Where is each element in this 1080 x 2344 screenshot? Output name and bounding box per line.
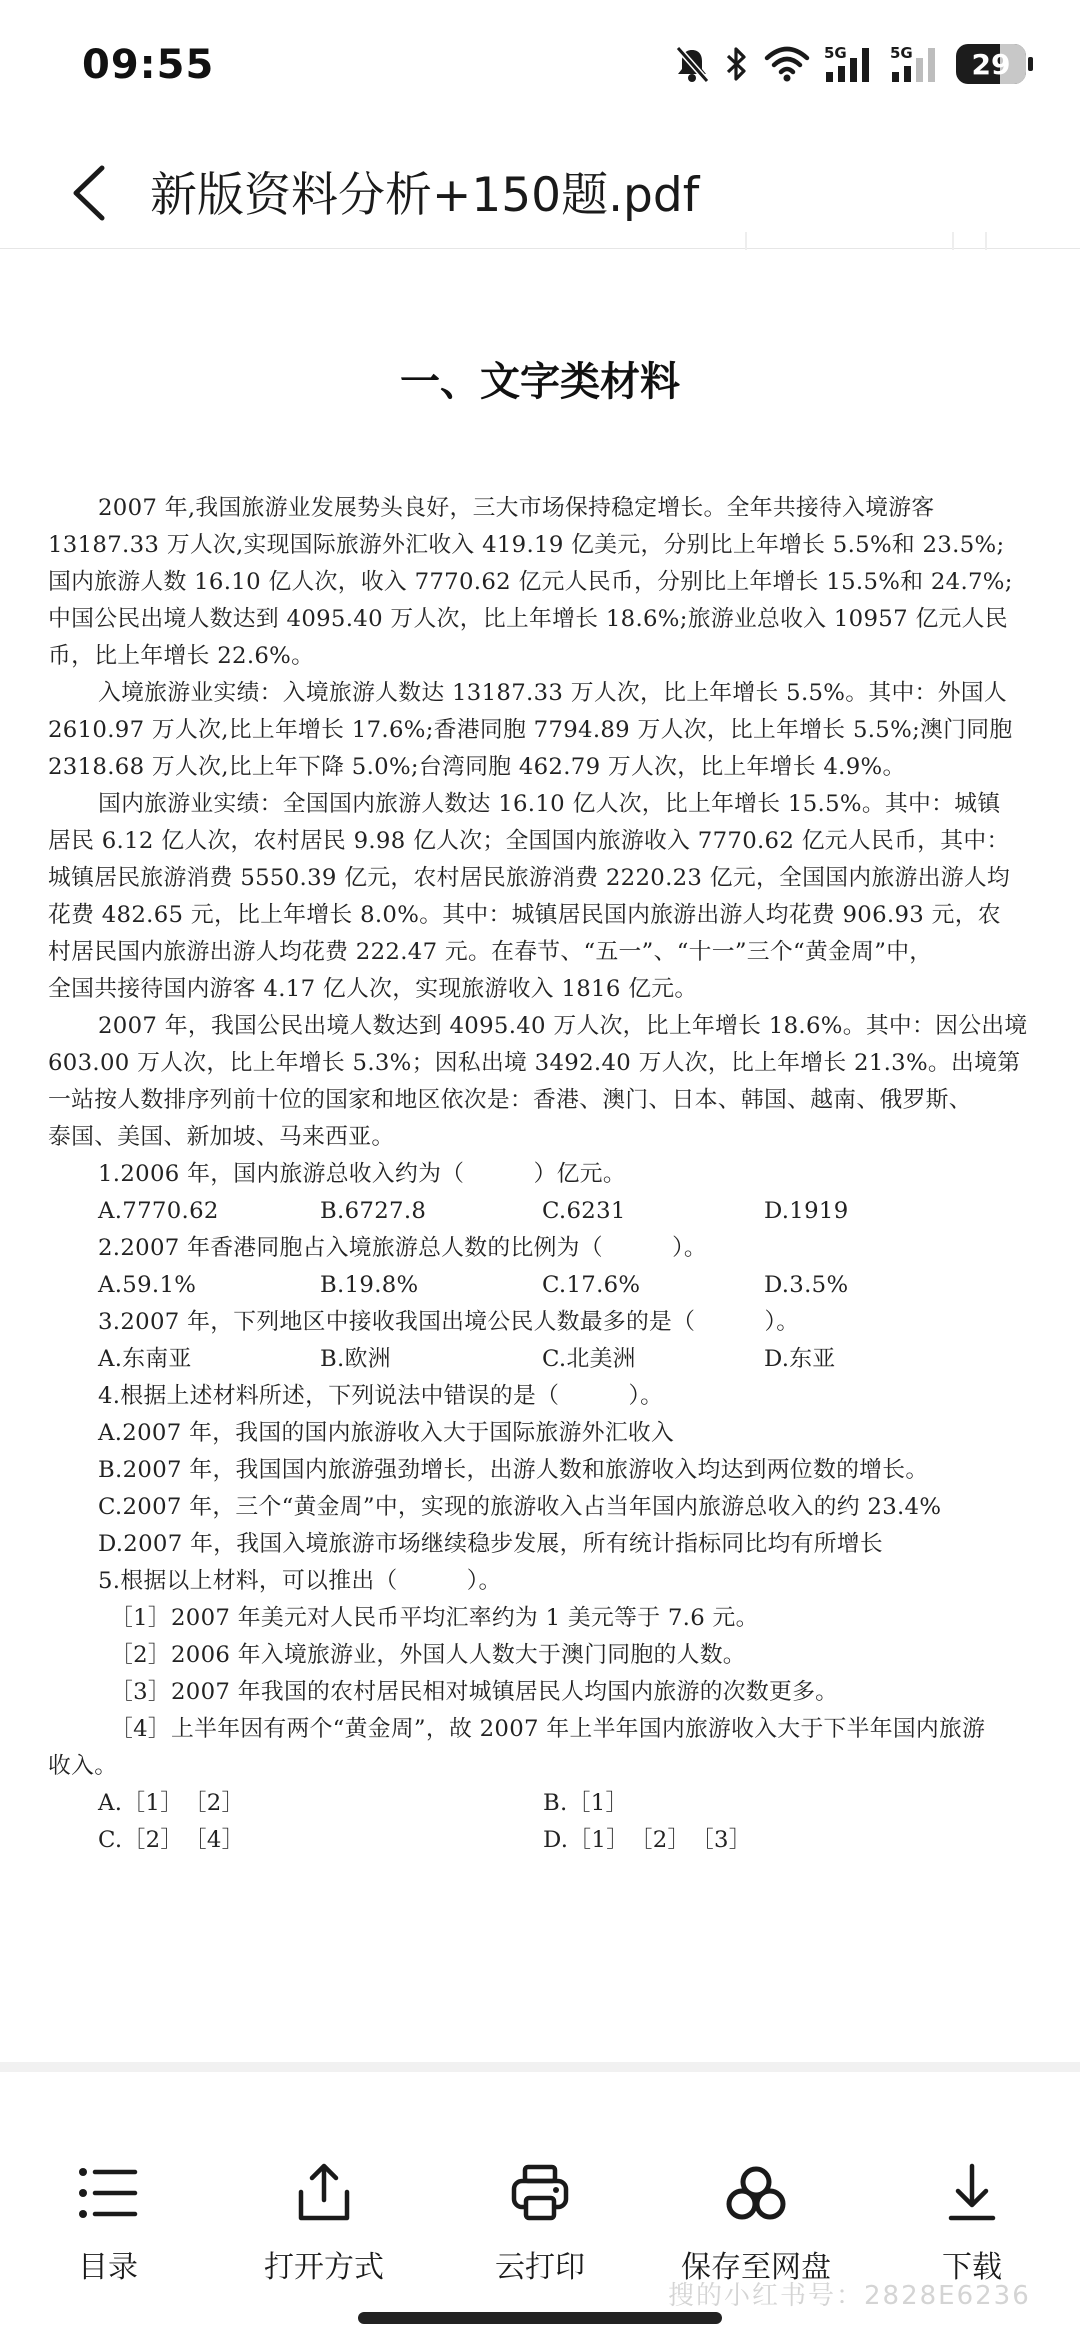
option: D.3.5% (764, 1272, 849, 1298)
open-with-label: 打开方式 (264, 2250, 384, 2285)
text-line: 入境旅游业实绩：入境旅游人数达 13187.33 万人次，比上年增长 5.5%。其中：外国人 (98, 680, 1007, 706)
question-stem: 5.根据以上材料，可以推出（ ）。 (98, 1568, 502, 1594)
option: B.6727.8 (320, 1198, 427, 1224)
chevron-left-icon (62, 160, 122, 226)
text-line: 2318.68 万人次,比上年下降 5.0%;台湾同胞 462.79 万人次，比上年增长 4.9%。 (48, 754, 906, 780)
save-netdisk-button[interactable] (656, 2162, 856, 2286)
statement-line: ［4］上半年因有两个“黄金周”，故 2007 年上半年国内旅游收入大于下半年国内旅游 (110, 1716, 986, 1742)
option: B.19.8% (320, 1272, 419, 1298)
text-line: 泰国、美国、新加坡、马来西亚。 (48, 1124, 395, 1150)
list-icon (77, 2162, 139, 2224)
option: B.欧洲 (320, 1346, 391, 1372)
option: D.［1］ ［2］ ［3］ (543, 1827, 752, 1853)
text-line: 中国公民出境人数达到 4095.40 万人次，比上年增长 18.6%;旅游业总收入 10957 亿元人民 (48, 606, 1008, 632)
option-line: C.2007 年，三个“黄金周”中，实现的旅游收入占当年国内旅游总收入的约 23.4% (98, 1494, 942, 1520)
wifi-icon (764, 44, 810, 84)
option-line: B.2007 年，我国国内旅游强劲增长，出游人数和旅游收入均达到两位数的增长。 (98, 1457, 929, 1483)
page-divider (0, 2062, 1080, 2072)
text-line: 居民 6.12 亿人次，农村居民 9.98 亿人次；全国国内旅游收入 7770.62 亿元人民币，其中： (48, 828, 1010, 854)
statement-line: ［1］2007 年美元对人民币平均汇率约为 1 美元等于 7.6 元。 (110, 1605, 759, 1631)
share-icon (293, 2162, 355, 2224)
watermark: 搜的小红书号：2828E6236 (668, 2281, 1031, 2311)
option-row (48, 1822, 1033, 1859)
text-line: 一站按人数排序列前十位的国家和地区依次是：香港、澳门、日本、韩国、越南、俄罗斯、 (48, 1087, 972, 1113)
status-bar (0, 0, 1080, 140)
download-button[interactable] (872, 2162, 1072, 2286)
svg-text:5G: 5G (824, 44, 847, 62)
option: A.59.1% (98, 1272, 197, 1298)
statement-line: ［2］2006 年入境旅游业，外国人人数大于澳门同胞的人数。 (110, 1642, 746, 1668)
file-title: 新版资料分析+150题.pdf (150, 168, 700, 223)
option: A.东南亚 (98, 1346, 192, 1372)
question-stem: 1.2006 年，国内旅游总收入约为（ ）亿元。 (98, 1161, 626, 1187)
option: C.北美洲 (542, 1346, 636, 1372)
text-line: 603.00 万人次，比上年增长 5.3%；因私出境 3492.40 万人次，比上年增长 21.3%。出境第 (48, 1050, 1021, 1076)
save-netdisk-label: 保存至网盘 (681, 2250, 831, 2285)
catalog-button[interactable] (8, 2162, 208, 2286)
cloud-disk-icon (725, 2162, 787, 2224)
text-line: 13187.33 万人次,实现国际旅游外汇收入 419.19 亿美元，分别比上年增长 5.5%和 23.5%; (48, 532, 1005, 558)
text-line: 全国共接待国内游客 4.17 亿人次，实现旅游收入 1816 亿元。 (48, 976, 698, 1002)
signal-5g-icon (824, 44, 876, 84)
option-row (48, 1267, 1033, 1304)
option: A.7770.62 (98, 1198, 219, 1224)
text-line: 2610.97 万人次,比上年增长 17.6%;香港同胞 7794.89 万人次，比上年增长 5.5%;澳门同胞 (48, 717, 1013, 743)
option: C.［2］ ［4］ (98, 1827, 245, 1853)
pdf-page[interactable] (0, 250, 1080, 2070)
option: C.6231 (542, 1198, 626, 1224)
mute-icon (674, 44, 710, 84)
text-line: 2007 年，我国公民出境人数达到 4095.40 万人次，比上年增长 18.6%。其中：因公出境 (98, 1013, 1028, 1039)
download-label: 下载 (942, 2250, 1002, 2285)
option: D.1919 (764, 1198, 849, 1224)
option-row (48, 1785, 1033, 1822)
option-row (48, 1341, 1033, 1378)
statement-line: ［3］2007 年我国的农村居民相对城镇居民人均国内旅游的次数更多。 (110, 1679, 839, 1705)
question-stem: 3.2007 年，下列地区中接收我国出境公民人数最多的是（ ）。 (98, 1309, 800, 1335)
cloud-print-button[interactable] (440, 2162, 640, 2286)
catalog-label: 目录 (78, 2250, 138, 2285)
text-line: 币，比上年增长 22.6%。 (48, 643, 315, 669)
text-line: 村居民国内旅游出游人均花费 222.47 元。在春节、“五一”、“十一”三个“黄金周”中， (48, 939, 933, 965)
statement-line: 收入。 (48, 1753, 118, 1779)
back-button[interactable] (62, 160, 122, 226)
printer-icon (509, 2162, 571, 2224)
option-line: D.2007 年，我国入境旅游市场继续稳步发展，所有统计指标同比均有所增长 (98, 1531, 883, 1557)
question-stem: 2.2007 年香港同胞占入境旅游总人数的比例为（ ）。 (98, 1235, 707, 1261)
option: D.东亚 (764, 1346, 836, 1372)
cloud-print-label: 云打印 (495, 2250, 585, 2285)
bluetooth-icon (724, 44, 750, 84)
text-line: 花费 482.65 元，比上年增长 8.0%。其中：城镇居民国内旅游出游人均花费 906.93 元，农 (48, 902, 1001, 928)
option: A.［1］ ［2］ (98, 1790, 245, 1816)
battery-level: 29 (971, 47, 1011, 81)
option: B.［1］ (543, 1790, 629, 1816)
text-line: 国内旅游业实绩：全国国内旅游人数达 16.10 亿人次，比上年增长 15.5%。其中：城镇 (98, 791, 1001, 817)
text-line: 2007 年,我国旅游业发展势头良好，三大市场保持稳定增长。全年共接待入境游客 (98, 495, 935, 521)
download-icon (941, 2162, 1003, 2224)
option-line: A.2007 年，我国的国内旅游收入大于国际旅游外汇收入 (98, 1420, 675, 1446)
signal-5g-icon-2 (890, 44, 942, 84)
option: C.17.6% (542, 1272, 641, 1298)
page-text (48, 490, 1033, 1859)
battery-icon (956, 44, 1026, 84)
clock: 09:55 (82, 42, 215, 88)
text-line: 国内旅游人数 16.10 亿人次，收入 7770.62 亿元人民币，分别比上年增长 15.5%和 24.7%; (48, 569, 1013, 595)
status-icons (674, 44, 1026, 84)
open-with-button[interactable] (224, 2162, 424, 2286)
text-line: 城镇居民旅游消费 5550.39 亿元，农村居民旅游消费 2220.23 亿元，全国国内旅游出游人均 (48, 865, 1011, 891)
home-indicator[interactable] (358, 2312, 722, 2324)
svg-text:5G: 5G (890, 44, 913, 62)
option-row (48, 1193, 1033, 1230)
question-stem: 4.根据上述材料所述，下列说法中错误的是（ ）。 (98, 1383, 664, 1409)
section-title: 一、文字类材料 (400, 359, 680, 405)
